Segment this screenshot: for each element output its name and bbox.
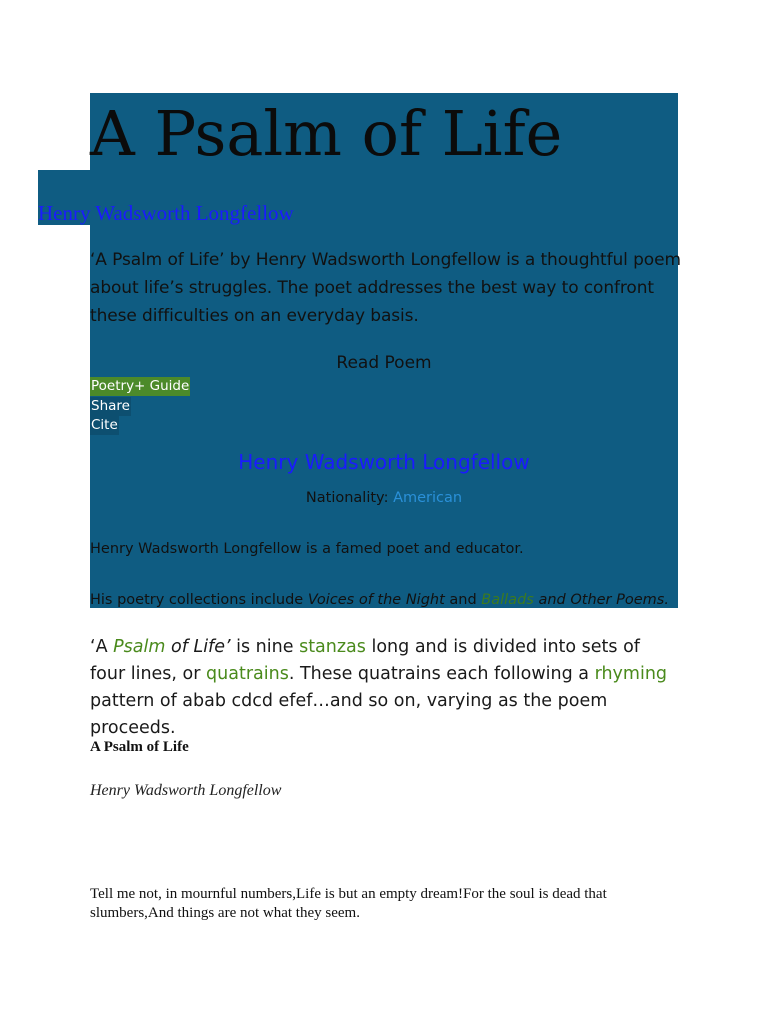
poem-author: Henry Wadsworth Longfellow (90, 782, 282, 799)
rhyming-link[interactable]: rhyming (594, 664, 668, 684)
author-link[interactable]: Henry Wadsworth Longfellow (38, 201, 294, 225)
nationality-link[interactable]: American (393, 490, 463, 506)
read-poem-button[interactable]: Read Poem (336, 353, 432, 373)
share-button[interactable]: Share (91, 398, 130, 414)
poem-first-stanza: Tell me not, in mournful numbers,Life is but an empty dream!For the soul is dead that slumbers,And things are not what they seem. (90, 886, 607, 921)
collections-prefix: His poetry collections include (90, 592, 304, 608)
summary-of-life: of Life’ (171, 637, 231, 657)
summary-is-nine: is nine (236, 637, 294, 657)
summary-open-quote: ‘A (90, 637, 108, 657)
summary-these-quatrains: . These quatrains each following a (288, 664, 589, 684)
summary-long-divided: long and is divided into sets of four lines, or (90, 637, 640, 684)
summary-pattern-rest: pattern of abab cdcd efef…and so on, varying as the poem proceeds. (90, 691, 608, 738)
poem-title: A Psalm of Life (90, 739, 189, 755)
collections-line (90, 589, 669, 611)
psalm-link[interactable]: Psalm (113, 637, 166, 657)
collections-and: and (449, 592, 477, 608)
poem-summary (90, 634, 680, 742)
quatrains-link[interactable]: quatrains (206, 664, 289, 684)
ballads-link[interactable]: Ballads (481, 592, 534, 608)
stanzas-link[interactable]: stanzas (299, 637, 366, 657)
collection-voices: Voices of the Night (307, 592, 445, 608)
poetry-guide-button[interactable]: Poetry+ Guide (91, 378, 190, 394)
page-title: A Psalm of Life (90, 97, 563, 170)
intro-text: ‘A Psalm of Life’ by Henry Wadsworth Longfellow is a thoughtful poem about life’s struggles. The poet addresses the best way to confront these difficulties on an everyday basis. (90, 250, 681, 326)
author-bio: Henry Wadsworth Longfellow is a famed poet and educator. (90, 541, 524, 557)
collection-ballads-rest: and Other Poems. (538, 592, 669, 608)
nationality-line (90, 487, 678, 509)
nationality-label: Nationality: (305, 490, 389, 506)
author-card-name[interactable]: Henry Wadsworth Longfellow (238, 450, 530, 474)
cite-button[interactable]: Cite (91, 417, 118, 433)
